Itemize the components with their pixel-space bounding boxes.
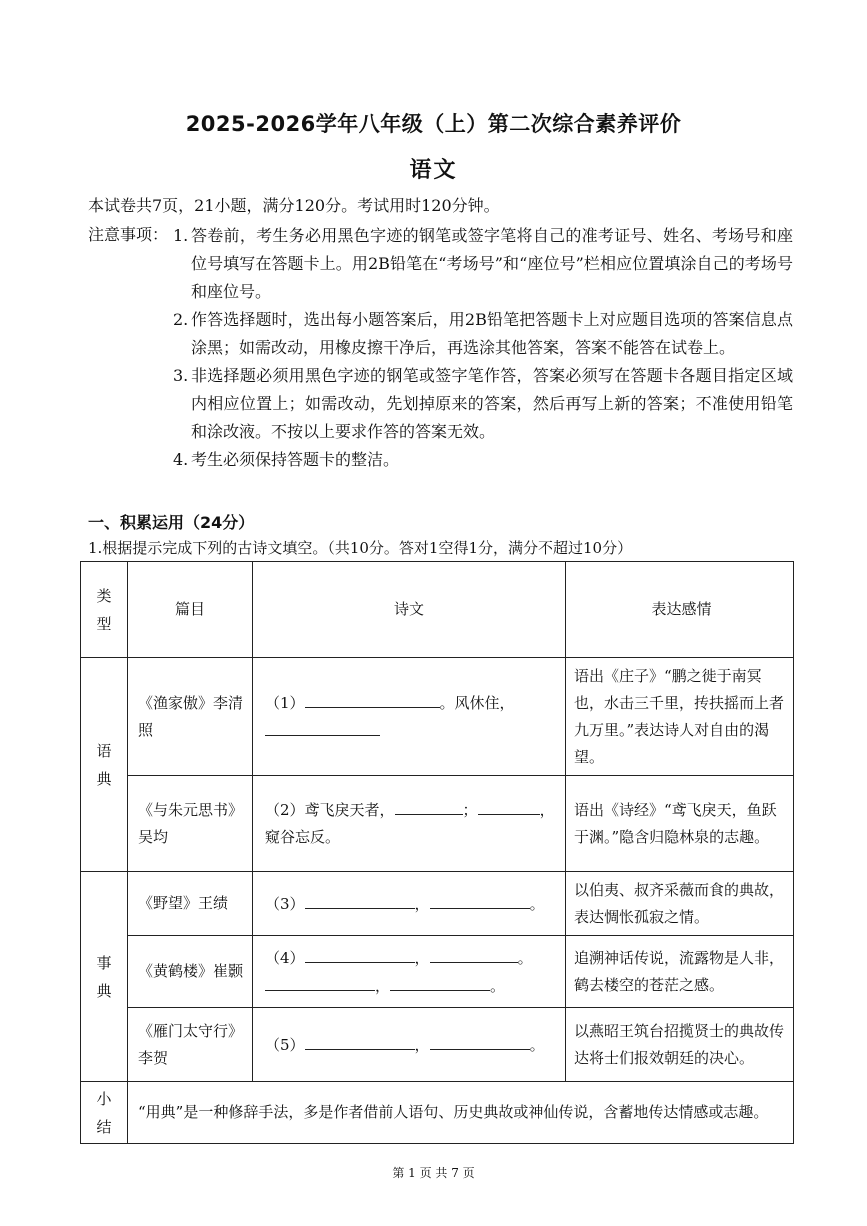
poetry-table: [80, 561, 794, 1144]
answer-blank[interactable]: [305, 890, 415, 909]
subject-title: 语文: [409, 158, 458, 183]
table-row: [81, 936, 794, 1008]
answer-blank[interactable]: [305, 689, 440, 708]
note-text: 答卷前，考生务必用黑色字迹的钢笔或签字笔将自己的准考证号、姓名、考场号和座位号填写在答题卡上。用2B铅笔在“考场号”和“座位号”栏相应位置填涂自己的考场号和座位号。: [191, 226, 793, 301]
poem-title: 《黄鹤楼》崔颢: [128, 936, 253, 1008]
note-text: 非选择题必须用黑色字迹的钢笔或签字笔作答，答案必须写在答题卡各题目指定区域内相应位置上；如需改动，先划掉原来的答案，然后再写上新的答案；不准使用铅笔和涂改液。不按以上要求作答的答案无效。: [191, 366, 793, 441]
page-number: 第 1 页 共 7 页: [392, 1166, 475, 1180]
header-emotion: 表达感情: [566, 562, 794, 658]
note-text: 作答选择题时，选出每小题答案后，用2B铅笔把答题卡上对应题目选项的答案信息点涂黑；如需改动，用橡皮擦干净后，再选涂其他答案，答案不能答在试卷上。: [191, 310, 793, 357]
emotion-text: 以伯夷、叔齐采薇而食的典故，表达惆怅孤寂之情。: [566, 872, 794, 936]
table-row: [81, 776, 794, 872]
note-item: [173, 222, 793, 306]
emotion-text: 语出《庄子》“鹏之徙于南冥也，水击三千里，抟扶摇而上者九万里。”表达诗人对自由的渴望。: [566, 658, 794, 776]
notes-list: [173, 222, 793, 474]
answer-blank[interactable]: [430, 1031, 530, 1050]
note-item: [173, 306, 793, 362]
group-type-shidian: 事典: [81, 872, 128, 1082]
emotion-text: 以燕昭王筑台招揽贤士的典故传达将士们报效朝廷的决心。: [566, 1008, 794, 1082]
note-number: 3.: [173, 366, 189, 385]
answer-blank[interactable]: [265, 717, 380, 736]
exam-intro: 本试卷共7页，21小题，满分120分。考试用时120分钟。: [88, 196, 500, 215]
poem-title: 《与朱元思书》吴均: [128, 776, 253, 872]
answer-blank[interactable]: [430, 944, 518, 963]
table-row: [81, 872, 794, 936]
table-row: [81, 1008, 794, 1082]
notes-label: 注意事项：: [88, 225, 169, 244]
note-number: 4.: [173, 450, 189, 469]
summary-label: 小结: [81, 1082, 128, 1144]
emotion-text: 语出《诗经》“鸢飞戾天，鱼跃于渊。”隐含归隐林泉的志趣。: [566, 776, 794, 872]
poem-fill-cell: （5） ， 。: [253, 1008, 566, 1082]
summary-row: [81, 1082, 794, 1144]
poem-fill-cell: （1） 。风休住，: [253, 658, 566, 776]
exam-title: 2025-2026学年八年级（上）第二次综合素养评价: [185, 112, 682, 136]
table-header-row: [81, 562, 794, 658]
note-item: [173, 362, 793, 446]
question-1-prompt: 1.根据提示完成下列的古诗文填空。（共10分。答对1空得1分，满分不超过10分）: [88, 539, 633, 557]
header-title: 篇目: [128, 562, 253, 658]
note-text: 考生必须保持答题卡的整洁。: [191, 450, 400, 469]
table-row: [81, 658, 794, 776]
poem-title: 《野望》王绩: [128, 872, 253, 936]
header-type: 类型: [81, 562, 128, 658]
answer-blank[interactable]: [395, 796, 463, 815]
note-number: 1.: [173, 226, 189, 245]
poem-fill-cell: （2）鸢飞戾天者， ； ，窥谷忘反。: [253, 776, 566, 872]
note-number: 2.: [173, 310, 189, 329]
poem-title: 《渔家傲》李清照: [128, 658, 253, 776]
poem-title: 《雁门太守行》李贺: [128, 1008, 253, 1082]
poem-fill-cell: （4） ， 。 ， 。: [253, 936, 566, 1008]
note-item: [173, 446, 793, 474]
answer-blank[interactable]: [390, 972, 490, 991]
summary-text: “用典”是一种修辞手法，多是作者借前人语句、历史典故或神仙传说，含蓄地传达情感或志趣。: [128, 1082, 794, 1144]
answer-blank[interactable]: [430, 890, 530, 909]
answer-blank[interactable]: [478, 796, 540, 815]
answer-blank[interactable]: [305, 1031, 415, 1050]
emotion-text: 追溯神话传说，流露物是人非，鹤去楼空的苍茫之感。: [566, 936, 794, 1008]
group-type-yudian: 语典: [81, 658, 128, 872]
poem-fill-cell: （3） ， 。: [253, 872, 566, 936]
section-heading: 一、积累运用（24分）: [88, 513, 255, 532]
answer-blank[interactable]: [265, 972, 375, 991]
header-poem: 诗文: [253, 562, 566, 658]
answer-blank[interactable]: [305, 944, 415, 963]
